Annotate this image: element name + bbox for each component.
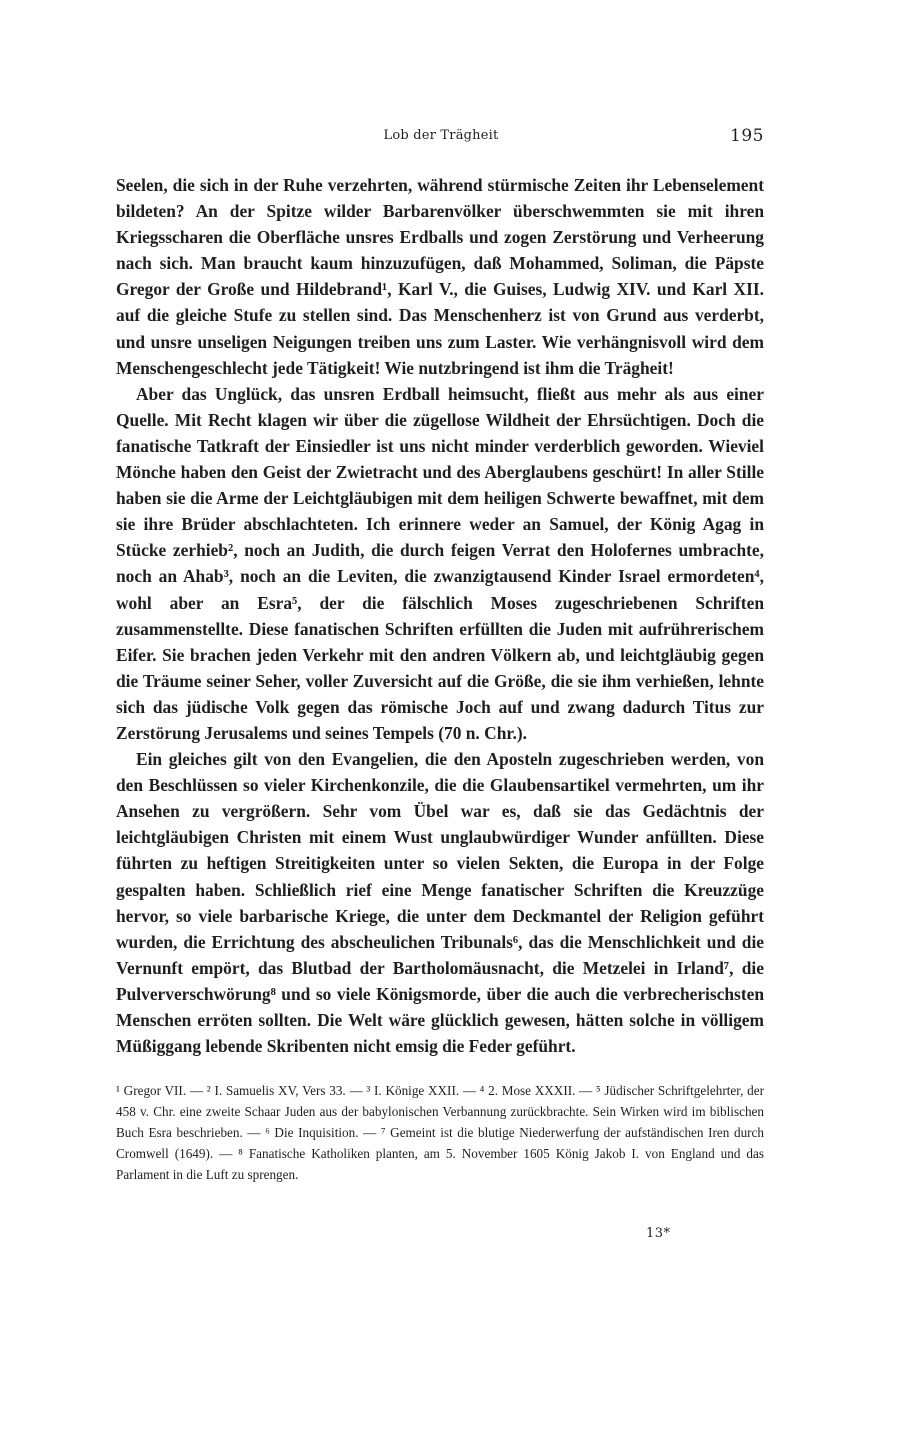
running-title: Lob der Trägheit xyxy=(383,128,499,143)
signature-mark: 13* xyxy=(646,1226,671,1241)
page-number: 195 xyxy=(730,126,764,146)
paragraph-2: Aber das Unglück, das unsren Erdball heimsucht, fließt aus mehr als aus einer Quelle. Mit Recht klagen wir über die zügellose Wildheit der Ehrsüchtigen. Doch die fanatische Tatkraft der Einsiedler ist uns nicht minder verderblich geworden. Wieviel Mönche haben den Geist der Zwietracht und des Aberglaubens geschürt! In aller Stille haben sie die Arme der Leichtgläubigen mit dem heiligen Schwerte bewaffnet, mit dem sie ihre Brüder abschlachteten. Ich erinnere weder an Samuel, der König Agag in Stücke zerhieb², noch an Judith, die durch feigen Verrat den Holofernes umbrachte, noch an Ahab³, noch an die Leviten, die zwanzigtausend Kinder Israel ermordeten⁴, wohl aber an Esra⁵, der die fälschlich Moses zugeschriebenen Schriften zusammenstellte. Diese fanatischen Schriften erfüllten die Juden mit aufrührerischem Eifer. Sie brachen jeden Verkehr mit den andren Völkern ab, und leichtgläubig gegen die Träume seiner Seher, voller Zuversicht auf die Größe, die sie ihm verhießen, lehnte sich das jüdische Volk gegen das römische Joch auf und zwang dadurch Titus zur Zerstörung Jerusalems und seines Tempels (70 n. Chr.). xyxy=(116,383,764,743)
footnotes xyxy=(116,1080,764,1185)
running-head xyxy=(118,126,764,150)
paragraph-1: Seelen, die sich in der Ruhe verzehrten, während stürmische Zeiten ihr Lebenselement bildeten? An der Spitze wilder Barbarenvölker überschwemmten sie mit ihren Kriegsscharen die Oberfläche unsres Erdballs und zogen Zerstörung und Verheerung nach sich. Man braucht kaum hinzuzufügen, daß Mohammed, Soliman, die Päpste Gregor der Große und Hildebrand¹, Karl V., die Guises, Ludwig XIV. und Karl XII. auf die gleiche Stufe zu stellen sind. Das Menschenherz ist von Grund aus verderbt, und unsre unseligen Neigungen treiben uns zum Laster. Wie verhängnisvoll wird dem Menschengeschlecht jede Tätigkeit! Wie nutzbringend ist ihm die Trägheit! xyxy=(116,175,764,378)
paragraph-3: Ein gleiches gilt von den Evangelien, die den Aposteln zugeschrieben werden, von den Beschlüssen so vieler Kirchenkonzile, die die Glaubensartikel vermehrten, um ihr Ansehen zu vergrößern. Sehr vom Übel war es, daß sie das Gedächtnis der leichtgläubigen Christen mit einem Wust unglaubwürdiger Wunder anfüllten. Diese führten zu heftigen Streitigkeiten unter so vielen Sekten, die Europa in der Folge gespalten haben. Schließlich rief eine Menge fanatischer Schriften die Kreuzzüge hervor, so viele barbarische Kriege, die unter dem Deckmantel der Religion geführt wurden, die Errichtung des abscheulichen Tribunals⁶, das die Menschlichkeit und die Vernunft empört, das Blutbad der Bartholomäusnacht, die Metzelei in Irland⁷, die Pulververschwörung⁸ und so viele Königsmorde, über die auch die verbrecherischsten Menschen erröten sollten. Die Welt wäre glücklich gewesen, hätten solche in völligem Müßiggang lebende Skribenten nicht emsig die Feder geführt. xyxy=(116,749,764,1057)
body-text xyxy=(116,172,764,1059)
footnotes-text: ¹ Gregor VII. — ² I. Samuelis XV, Vers 33. — ³ I. Könige XXII. — ⁴ 2. Mose XXXII. — ⁵ Jüdischer Schriftgelehrter, der 458 v. Chr. eine zweite Schaar Juden aus der babylonischen Verbannung zurückbrachte. Sein Wirken wird im biblischen Buch Esra beschrieben. — ⁶ Die Inquisition. — ⁷ Gemeint ist die blutige Niederwerfung der aufständischen Iren durch Cromwell (1649). — ⁸ Fanatische Katholiken planten, am 5. November 1605 König Jakob I. von England und das Parlament in die Luft zu sprengen. xyxy=(116,1083,764,1182)
